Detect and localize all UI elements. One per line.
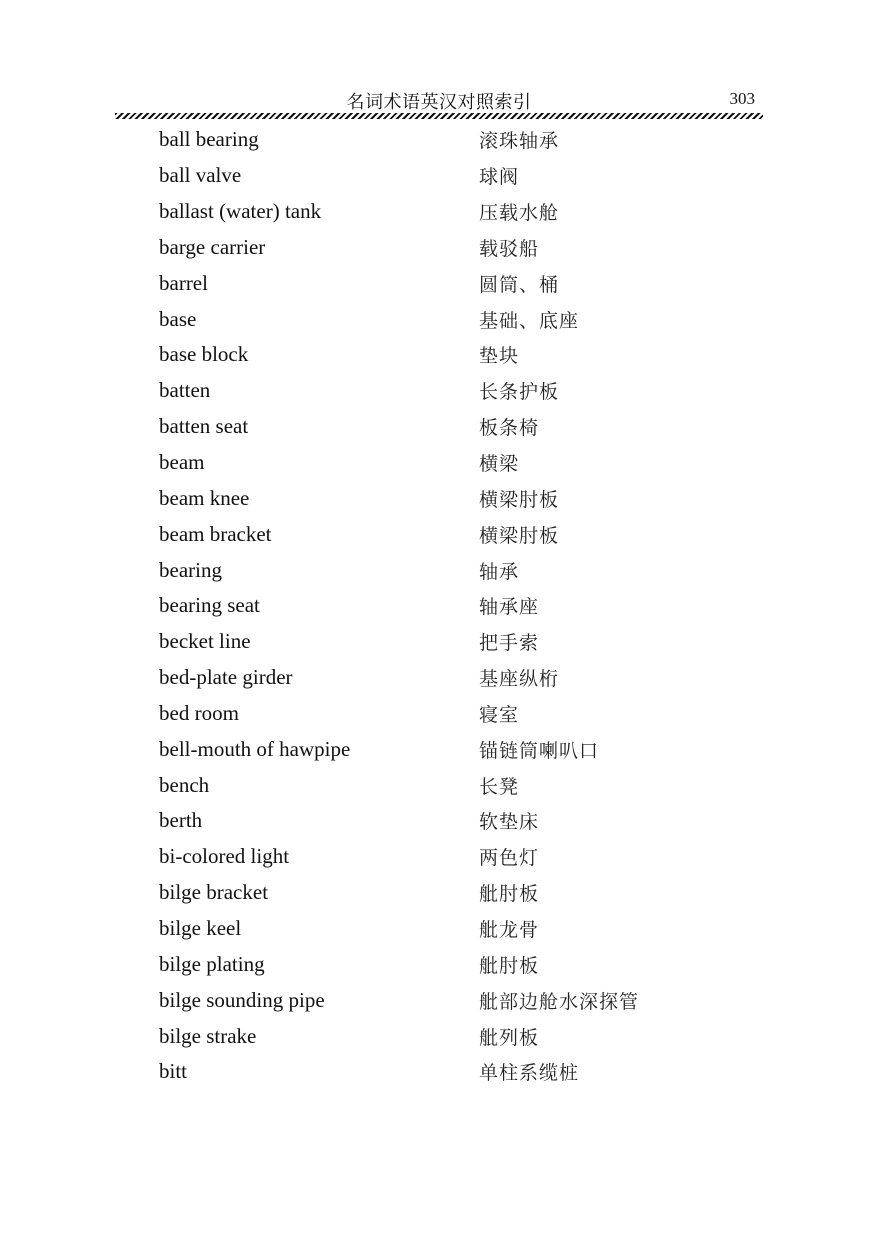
glossary-entry [159, 839, 779, 875]
glossary-translation: 舭列板 [479, 1026, 540, 1049]
glossary-term: beam bracket [159, 521, 272, 546]
glossary-translation: 压载水舱 [479, 202, 560, 225]
glossary-entry [159, 373, 779, 409]
glossary-term: bed room [159, 700, 239, 725]
glossary-term: bilge sounding pipe [159, 987, 325, 1012]
glossary-entry [159, 731, 779, 767]
glossary-list [159, 122, 779, 1090]
glossary-translation: 基座纵桁 [479, 668, 560, 691]
glossary-entry [159, 445, 779, 481]
glossary-entry [159, 1054, 779, 1090]
glossary-translation: 轴承座 [479, 596, 540, 619]
glossary-term: bi-colored light [159, 844, 290, 869]
glossary-entry [159, 337, 779, 373]
glossary-translation: 轴承 [479, 560, 520, 583]
glossary-term: bench [159, 772, 210, 797]
glossary-entry [159, 696, 779, 732]
page-header [115, 84, 763, 114]
glossary-translation: 舭肘板 [479, 883, 540, 906]
glossary-term: bilge keel [159, 915, 242, 940]
glossary-term: batten seat [159, 414, 249, 439]
glossary-translation: 板条椅 [479, 417, 540, 440]
glossary-translation: 寝室 [479, 703, 520, 726]
header-title: 名词术语英汉对照索引 [346, 92, 532, 113]
glossary-translation: 载驳船 [479, 237, 540, 260]
glossary-term: bilge plating [159, 951, 265, 976]
glossary-translation: 横梁肘板 [479, 488, 560, 511]
glossary-translation: 长条护板 [479, 381, 560, 404]
glossary-entry [159, 875, 779, 911]
glossary-entry [159, 588, 779, 624]
glossary-entry [159, 516, 779, 552]
glossary-entry [159, 230, 779, 266]
glossary-translation: 软垫床 [479, 811, 540, 834]
glossary-entry [159, 409, 779, 445]
glossary-translation: 圆筒、桶 [479, 273, 560, 296]
page-number: 303 [729, 89, 755, 108]
glossary-term: batten [159, 378, 211, 403]
glossary-term: becket line [159, 629, 251, 654]
glossary-translation: 滚珠轴承 [479, 130, 560, 153]
glossary-entry [159, 624, 779, 660]
glossary-translation: 两色灯 [479, 847, 540, 870]
glossary-translation: 基础、底座 [479, 309, 580, 332]
glossary-term: ball bearing [159, 127, 259, 152]
header-divider [115, 113, 763, 119]
glossary-term: bell-mouth of hawpipe [159, 736, 351, 761]
glossary-translation: 把手索 [479, 632, 540, 655]
glossary-term: barrel [159, 270, 208, 295]
glossary-term: bearing seat [159, 593, 260, 618]
glossary-entry [159, 158, 779, 194]
glossary-translation: 球阀 [479, 166, 520, 189]
glossary-entry [159, 946, 779, 982]
glossary-entry [159, 122, 779, 158]
glossary-term: bed-plate girder [159, 665, 293, 690]
glossary-term: barge carrier [159, 234, 266, 259]
glossary-entry [159, 265, 779, 301]
glossary-term: bilge bracket [159, 880, 269, 905]
glossary-translation: 舭部边舱水深探管 [479, 990, 640, 1013]
glossary-translation: 舭肘板 [479, 954, 540, 977]
glossary-term: base [159, 306, 197, 331]
glossary-translation: 锚链筒喇叭口 [479, 739, 600, 762]
glossary-translation: 单柱系缆桩 [479, 1062, 580, 1085]
glossary-entry [159, 1018, 779, 1054]
glossary-entry [159, 301, 779, 337]
glossary-term: bilge strake [159, 1023, 257, 1048]
glossary-entry [159, 194, 779, 230]
glossary-entry [159, 982, 779, 1018]
glossary-entry [159, 660, 779, 696]
glossary-entry [159, 911, 779, 947]
glossary-term: base block [159, 342, 249, 367]
glossary-term: bearing [159, 557, 222, 582]
glossary-term: berth [159, 808, 203, 833]
glossary-translation: 垫块 [479, 345, 520, 368]
glossary-translation: 舭龙骨 [479, 918, 540, 941]
glossary-translation: 长凳 [479, 775, 520, 798]
glossary-entry [159, 803, 779, 839]
glossary-term: bitt [159, 1059, 188, 1084]
glossary-entry [159, 767, 779, 803]
glossary-term: ball valve [159, 163, 242, 188]
glossary-translation: 横梁肘板 [479, 524, 560, 547]
glossary-term: beam [159, 450, 205, 475]
glossary-term: beam knee [159, 485, 250, 510]
glossary-translation: 横梁 [479, 453, 520, 476]
glossary-entry [159, 480, 779, 516]
glossary-entry [159, 552, 779, 588]
glossary-term: ballast (water) tank [159, 199, 322, 224]
